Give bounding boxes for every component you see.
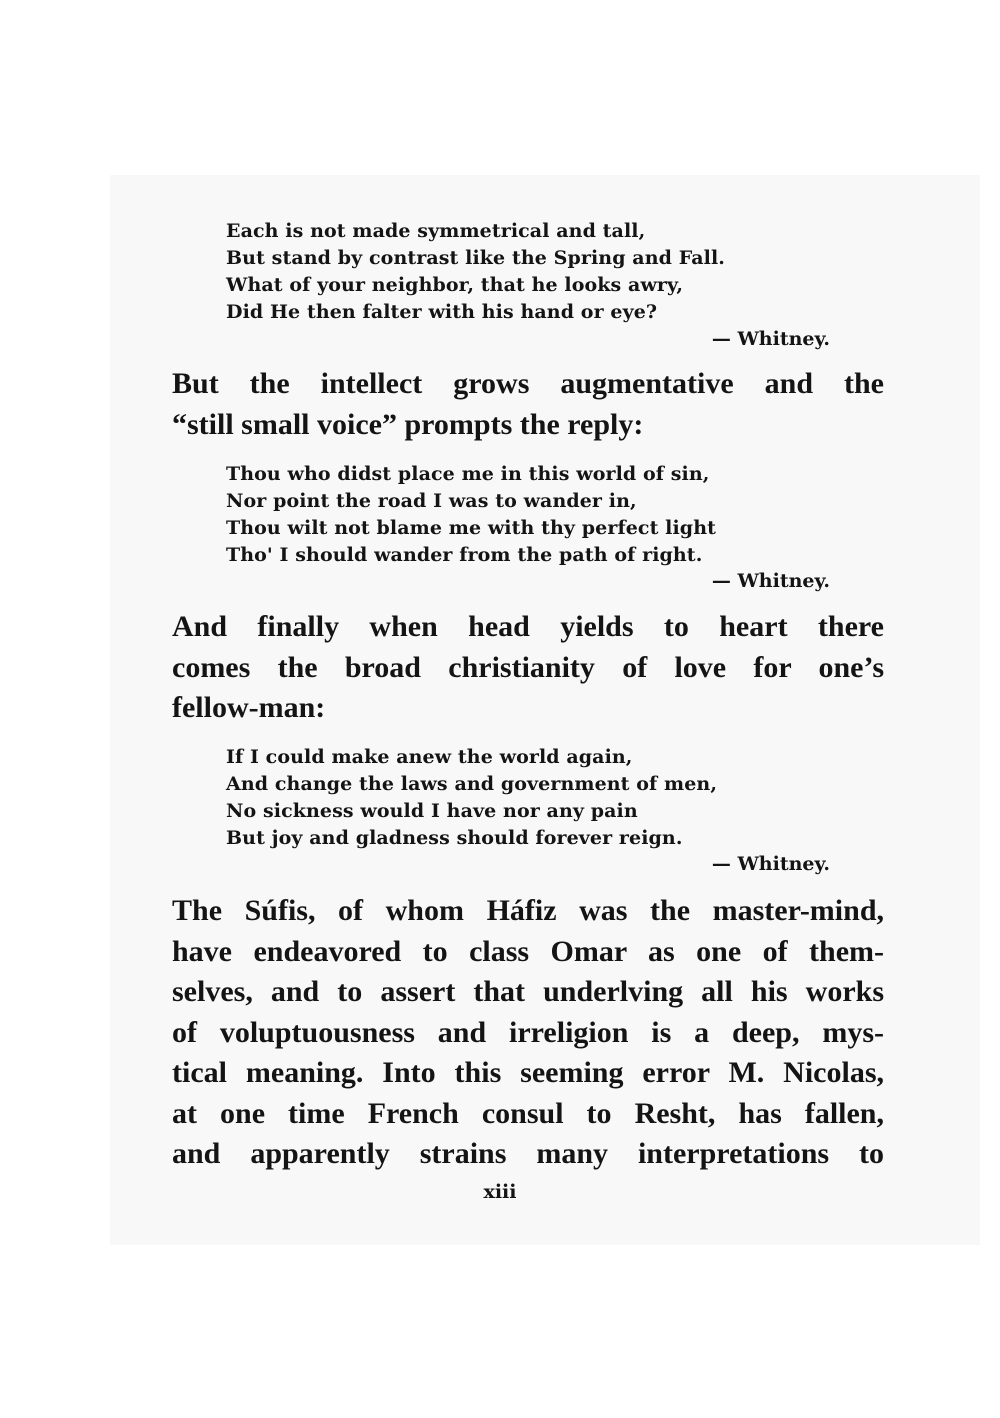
verse-line: What of your neighbor, that he looks awry, [226,274,684,296]
verse-line: No sickness would I have nor any pain [226,800,638,822]
verse-1-attribution: — Whitney. [711,328,830,350]
verse-line: And change the laws and government of men, [226,773,718,795]
verse-line: If I could make anew the world again, [226,746,633,768]
verse-3-attribution: — Whitney. [711,853,830,875]
paragraph-1 [172,364,884,445]
paragraph-line: The Súfis, of whom Háfiz was the master-mind, [172,894,884,927]
paragraph-line: at one time French consul to Resht, has fallen, [172,1096,884,1130]
paragraph-line: “still small voice” prompts the reply: [172,407,644,441]
verse-line: Each is not made symmetrical and tall, [226,220,646,242]
paragraph-line: But the intellect grows augmentative and the [172,367,884,400]
paragraph-line: tical meaning. Into this seeming error M. Nicolas, [172,1056,884,1089]
verse-line: Thou wilt not blame me with thy perfect light [226,517,716,539]
paragraph-line: selves, and to assert that underlving all his works [172,975,884,1008]
paragraph-line: of voluptuousness and irreligion is a deep, mys- [172,1015,884,1049]
verse-1 [226,218,725,326]
verse-line: Thou who didst place me in this world of sin, [226,463,710,485]
verse-2-attribution: — Whitney. [711,570,830,592]
verse-3 [226,744,717,852]
paragraph-line: fellow-man: [172,691,326,724]
verse-2 [226,461,716,569]
verse-line: But stand by contrast like the Spring and Fall. [226,247,726,269]
paragraph-line: comes the broad christianity of love for one’s [172,650,884,684]
verse-line: Nor point the road I was to wander in, [226,490,637,512]
verse-line: Did He then falter with his hand or eye? [226,301,658,323]
paragraph-2 [172,607,884,729]
paragraph-line: And finally when head yields to heart there [172,610,884,643]
paragraph-line: have endeavored to class Omar as one of them- [172,934,884,968]
verse-line: Tho' I should wander from the path of right. [226,544,703,566]
paragraph-line: and apparently strains many interpretations to [172,1137,884,1170]
verse-line: But joy and gladness should forever reign. [226,827,683,849]
paragraph-3 [172,891,884,1175]
page-number: xiii [483,1181,517,1203]
